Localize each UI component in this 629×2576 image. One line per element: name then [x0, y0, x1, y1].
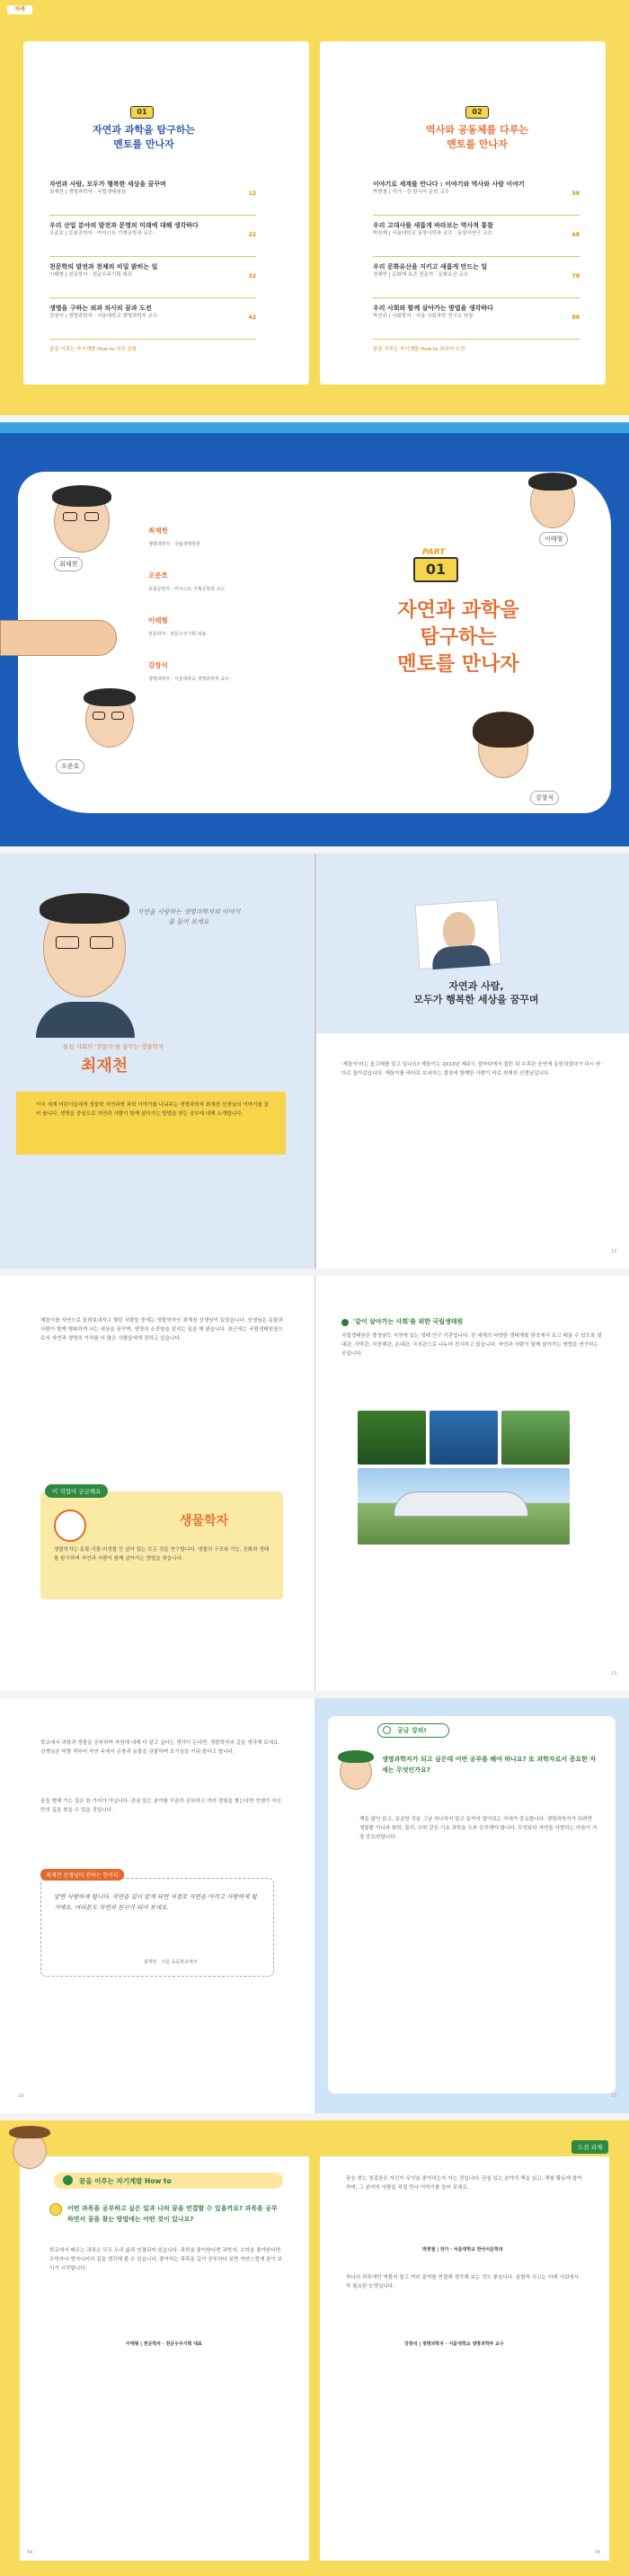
qa-question: 생명과학자가 되고 싶은데 어떤 공부를 해야 하나요? 또 과학자로서 중요한 자세는 무엇인가요? — [382, 1756, 597, 1774]
part-title: 자연과 과학을 탐구하는 멘토를 만나자 — [397, 599, 519, 676]
part-number: 01 — [413, 557, 458, 582]
mentor-entry: 강창석 생명과학자 · 서울대학교 생명과학부 교수 — [148, 661, 230, 682]
intro-text: 이국 세계 어린이들에게 생물학 자연과학 과학 이야기를 나눠주는 생명과학자 최재천 선생님의 이야기를 들어 봅니다. 생명을 중심으로 자연과 사람이 함께 살아가는 방법을 찾는 공부에 대해 소개합니다. — [36, 1102, 270, 1117]
microscope-icon — [54, 1509, 86, 1542]
toc-left-heading-2: 멘토를 만나자 — [113, 138, 174, 150]
photo-garden — [501, 1411, 570, 1465]
mentor-entry: 최재천 생명과학자 · 국립생태원장 — [148, 527, 200, 547]
job-box-title: 이 직업이 궁금해요 — [45, 1484, 108, 1498]
toc-left-list — [49, 180, 256, 352]
search-icon — [383, 1726, 391, 1734]
challenge-tag: 도전 과제 — [571, 2140, 608, 2154]
profile-name: 최재천 — [81, 1057, 128, 1076]
photo-forest — [358, 1411, 426, 1465]
pointing-hand-icon — [0, 620, 117, 656]
eco-heading: '같이 살아가는 사회'를 위한 국립생태원 — [353, 1318, 464, 1325]
howto-left-para: 학교에서 배우는 과목은 모두 우리 삶과 연결되어 있습니다. 과학을 좋아한다면 과학자, 수학을 좋아한다면 수학자나 엔지니어의 길을 생각해 볼 수 있습니다. 좋아하는 과목을 깊이 공부하다 보면 자연스럽게 꿈이 보이기 시작합니다. — [49, 2248, 283, 2271]
mentor-badge: 강창석 — [530, 791, 559, 805]
mentor-badge: 오준호 — [56, 759, 84, 774]
toc-entry[interactable]: 생명을 구하는 외과 의사의 꿈과 도전 강창석 | 생명과학자 · 서울대학교 생명과학부 교수 42 — [49, 304, 256, 340]
howto-right-author-1: 박현철 | 작가 · 서울대학교 한국어문학과 — [422, 2247, 503, 2253]
mentor-badge: 이태형 — [539, 532, 568, 546]
toc-corner-tag: 차례 — [7, 5, 32, 14]
howto-spread: 도전 과제 꿈을 이루는 자기계발 How to 어떤 과목을 공부하고 싶은 일과 나의 꿈을 연결할 수 있을까요? 과목을 공부하면서 꿈을 찾는 방법에는 어떤 것이 있나요? 학교에서 배우는 과목은 모두 우리 삶과 연결되어 있습니다. 과학을 좋아한다면 과학자, 수학을 좋아한다면 수학자나 엔지니어의 길을 생각해 볼 수 있습니다. 좋아하는 과목을 깊이 공부하다 보면 자연스럽게 꿈이 보이기 시작합니다. 이태형 | 천문학자 · 천문우주기획 대표 꿈을 찾는 첫걸음은 자신이 무엇을 좋아하는지 아는 것입니다. 관심 있는 분야의 책을 읽고, 체험 활동에 참여하며, 그 분야의 사람을 직접 만나 이야기를 들어 보세요. 박현철 | 작가 · 서울대학교 한국어문학과 하나의 과목에만 머물지 말고 여러 분야를 연결해 생각해 보는 것도 좋습니다. 융합적 사고는 미래 사회에서 꼭 필요한 능력입니다. 강창석 | 생명과학자 · 서울대학교 생명과학부 교수 44 45 — [0, 2120, 629, 2576]
toc-right-footer[interactable]: 꿈을 이루는 자기계발 How to 외국어 도전 — [373, 347, 465, 352]
photo-ecorium — [358, 1468, 570, 1545]
left-paragraph-2: 꿈을 향해 가는 길은 한 가지가 아닙니다. 관심 있는 분야를 꾸준히 공부하고 여러 경험을 쌓는다면 언젠가 자신만의 길을 찾을 수 있을 것입니다. — [40, 1799, 281, 1813]
toc-entry[interactable]: 자연과 사람, 모두가 행복한 세상을 꿈꾸며 최재천 | 생명과학자 · 국립생태원장 12 — [49, 180, 256, 216]
howto-question: 어떤 과목을 공부하고 싶은 일과 나의 꿈을 연결할 수 있을까요? 과목을 공부하면서 꿈을 찾는 방법에는 어떤 것이 있나요? — [67, 2205, 278, 2223]
toc-right-list — [373, 180, 580, 352]
mentor-badge: 최재천 — [54, 557, 83, 571]
toc-left-badge: 01 — [130, 106, 154, 119]
toc-left-heading-1: 자연과 과학을 탐구하는 — [93, 124, 195, 136]
toc-entry[interactable]: 우리 고대사를 새롭게 바라보는 역사적 통찰 박한제 | 서울대학교 동양사학과 교수 · 동양사연구 교수 68 — [373, 221, 580, 257]
qa-spread: 학교에서 과학과 생물을 공부하며 자연에 대해 더 알고 싶다는 생각이 든다면, 생물학자의 길을 생각해 보세요. 선생님은 어릴 적부터 자연 속에서 곤충과 동물을 관찰하며 호기심을 키워 왔다고 합니다. 꿈을 향해 가는 길은 한 가지가 아닙니다. 관심 있는 분야를 꾸준히 공부하고 여러 경험을 쌓는다면 언젠가 자신만의 길을 찾을 수 있을 것입니다. 최재천 선생님이 전하는 한마디 알면 사랑하게 됩니다. 자연을 깊이 알게 되면 저절로 자연을 아끼고 사랑하게 될 거예요. 여러분도 자연과 친구가 되어 보세요. 최재천 · 서울 초등학교에서 궁금 강의! 생명과학자가 되고 싶은데 어떤 공부를 해야 하나요? 또 과학자로서 중요한 자세는 무엇인가요? 책을 많이 읽고, 궁금한 것을 그냥 지나치지 말고 끝까지 알아보는 자세가 중요합니다. 생명과학자가 되려면 생물뿐 아니라 화학, 물리, 수학 같은 기초 과학을 두루 공부해야 합니다. 무엇보다 자연을 사랑하는 마음이 가장 중요하답니다. 16 17 — [0, 1698, 629, 2113]
right-heading: 자연과 사람, 모두가 행복한 세상을 꿈꾸며 — [413, 980, 539, 1005]
left-paragraph: 제돌이를 자연으로 돌려보내자고 했던 사람들 중에는 생물학자인 최재천 선생님이 있었습니다. 선생님은 동물과 사람이 함께 행복하게 사는 세상을 꿈꾸며, 생명의 소중함을 알리는 일을 해 왔습니다. 최근에는 국립생태원장으로서 자연과 생명의 가치를 더 많은 사람들에게 전하고 있습니다. — [40, 1318, 283, 1341]
howto-right-author-2: 강창석 | 생명과학자 · 서울대학교 생명과학부 교수 — [404, 2341, 504, 2347]
right-paragraph: '제돌이'라는 돌고래를 알고 있나요? 제돌이는 2013년 제주도 앞바다에서 잡힌 뒤 수족관 공연에 동원되었다가 다시 바다로 돌아갔습니다. 제돌이를 바다로 보내자는 결정에 함께한 사람이 바로 최재천 선생님입니다. — [341, 1062, 601, 1076]
quote-text: 알면 사랑하게 됩니다. 자연을 깊이 알게 되면 저절로 자연을 아끼고 사랑하게 될 거예요. 여러분도 자연과 친구가 되어 보세요. — [54, 1893, 257, 1911]
mentor-entry: 이태형 천문학자 · 천문우주기획 대표 — [148, 616, 207, 637]
part-opener-spread — [0, 422, 629, 846]
toc-right-heading-2: 멘토를 만나자 — [447, 138, 508, 150]
portrait-photo — [416, 900, 501, 969]
job-name: 생물학자 — [180, 1514, 229, 1528]
eco-spread: 제돌이를 자연으로 돌려보내자고 했던 사람들 중에는 생물학자인 최재천 선생님이 있었습니다. 선생님은 동물과 사람이 함께 행복하게 사는 세상을 꿈꾸며, 생명의 소중함을 알리는 일을 해 왔습니다. 최근에는 국립생태원장으로서 자연과 생명의 가치를 더 많은 사람들에게 전하고 있습니다. 이 직업이 궁금해요 생물학자 생물학자는 동물·식물·미생물 등 살아 있는 모든 것을 연구합니다. 생물의 구조와 기능, 진화와 생태를 탐구하며 자연과 사람이 함께 살아가는 방법을 찾습니다. '같이 살아가는 사회'를 위한 국립생태원 국립생태원은 충청남도 서천에 있는 생태 연구 기관입니다. 전 세계의 다양한 생태계를 한곳에서 보고 배울 수 있도록 열대관, 사막관, 지중해관, 온대관, 극지관으로 나누어 전시하고 있습니다. 자연과 사람이 함께 살아가는 방법을 연구하는 곳입니다. 15 — [0, 1276, 629, 1691]
howto-left-author: 이태형 | 천문학자 · 천문우주기획 대표 — [126, 2341, 202, 2347]
toc-spread — [0, 0, 629, 415]
toc-entry[interactable]: 우리 문화유산을 지키고 새롭게 만드는 일 정해빈 | 문화재 보존 전문가 · 문화유산 교수 78 — [373, 262, 580, 298]
qa-tag: 궁금 강의! — [397, 1727, 427, 1734]
qa-answer: 책을 많이 읽고, 궁금한 것을 그냥 지나치지 말고 끝까지 알아보는 자세가 중요합니다. 생명과학자가 되려면 생물뿐 아니라 화학, 물리, 수학 같은 기초 과학을 두루 공부해야 합니다. 무엇보다 자연을 사랑하는 마음이 가장 중요하답니다. — [359, 1817, 598, 1840]
howto-heading: 꿈을 이루는 자기계발 How to — [79, 2177, 172, 2185]
toc-left-footer[interactable]: 꿈을 이루는 자기계발 How to 자신 관찰 — [49, 347, 137, 352]
profile-spread: 자연을 사랑하는 생명과학자의 이야기를 들어 보세요 통섭 사회의 '전문가'를 꿈꾸는 생물학자 최재천 이국 세계 어린이들에게 생물학 자연과학 과학 이야기를 나눠주는 생명과학자 최재천 선생님의 이야기를 들어 봅니다. 생명을 중심으로 자연과 사람이 함께 살아가는 방법을 찾는 공부에 대해 소개합니다. 자연과 사람, 모두가 행복한 세상을 꿈꾸며 '제돌이'라는 돌고래를 알고 있나요? 제돌이는 2013년 제주도 앞바다에서 잡힌 뒤 수족관 공연에 동원되었다가 다시 바다로 돌아갔습니다. 제돌이를 바다로 보내자는 결정에 함께한 사람이 바로 최재천 선생님입니다. 13 — [0, 854, 629, 1269]
howto-right-para-2: 하나의 과목에만 머물지 말고 여러 분야를 연결해 생각해 보는 것도 좋습니다. 융합적 사고는 미래 사회에서 꼭 필요한 능력입니다. — [346, 2275, 580, 2289]
toc-right-badge: 02 — [465, 106, 489, 119]
leaf-icon — [341, 1319, 349, 1326]
profile-subtitle: 통섭 사회의 '전문가'를 꿈꾸는 생물학자 — [63, 1043, 164, 1050]
speech-text: 자연을 사랑하는 생명과학자의 이야기를 들어 보세요 — [137, 908, 241, 925]
question-icon — [49, 2203, 62, 2216]
left-paragraph-1: 학교에서 과학과 생물을 공부하며 자연에 대해 더 알고 싶다는 생각이 든다면, 생물학자의 길을 생각해 보세요. 선생님은 어릴 적부터 자연 속에서 곤충과 동물을 관찰하며 호기심을 키워 왔다고 합니다. — [40, 1740, 280, 1755]
photo-aquarium — [430, 1411, 498, 1465]
mentor-list — [148, 526, 292, 705]
toc-entry[interactable]: 이야기로 세계를 만나다 : 이야기와 역사와 사람 이야기 박현철 | 작가 · 전 한국어 문학 교수 58 — [373, 180, 580, 216]
part-label: PART — [422, 548, 446, 557]
mentor-entry: 오준호 로봇공학자 · 카이스트 기계공학과 교수 — [148, 571, 226, 592]
toc-right-heading-1: 역사와 공동체를 다루는 — [426, 124, 528, 136]
toc-entry[interactable]: 천문학의 발전과 천체의 비밀 밝히는 일 이태형 | 천문학자 · 천문우주기획 대표 32 — [49, 262, 256, 298]
toc-entry[interactable]: 우리 산업 분야의 발전과 문명의 미래에 대해 생각하다 오준호 | 로봇공학자 · 카이스트 기계공학과 교수 22 — [49, 221, 256, 257]
eco-paragraph: 국립생태원은 충청남도 서천에 있는 생태 연구 기관입니다. 전 세계의 다양한 생태계를 한곳에서 보고 배울 수 있도록 열대관, 사막관, 지중해관, 온대관, 극지관으로 나누어 전시하고 있습니다. 자연과 사람이 함께 살아가는 방법을 연구하는 곳입니다. — [341, 1333, 602, 1357]
quote-author: 최재천 · 서울 초등학교에서 — [144, 1960, 198, 1965]
mascot-avatar — [13, 2133, 47, 2169]
job-description: 생물학자는 동물·식물·미생물 등 살아 있는 모든 것을 연구합니다. 생물의 구조와 기능, 진화와 생태를 탐구하며 자연과 사람이 함께 살아가는 방법을 찾습니다. — [54, 1547, 270, 1562]
howto-right-page — [320, 2156, 609, 2561]
lightbulb-icon — [63, 2175, 73, 2185]
toc-entry[interactable]: 우리 사회와 함께 살아가는 방법을 생각하다 박인규 | 사회학자 · 서울 사회과학 연구소 원장 88 — [373, 304, 580, 340]
howto-right-para-1: 꿈을 찾는 첫걸음은 자신이 무엇을 좋아하는지 아는 것입니다. 관심 있는 분야의 책을 읽고, 체험 활동에 참여하며, 그 분야의 사람을 직접 만나 이야기를 들어 보세요. — [346, 2176, 582, 2191]
quote-label: 최재천 선생님이 전하는 한마디 — [40, 1869, 124, 1881]
